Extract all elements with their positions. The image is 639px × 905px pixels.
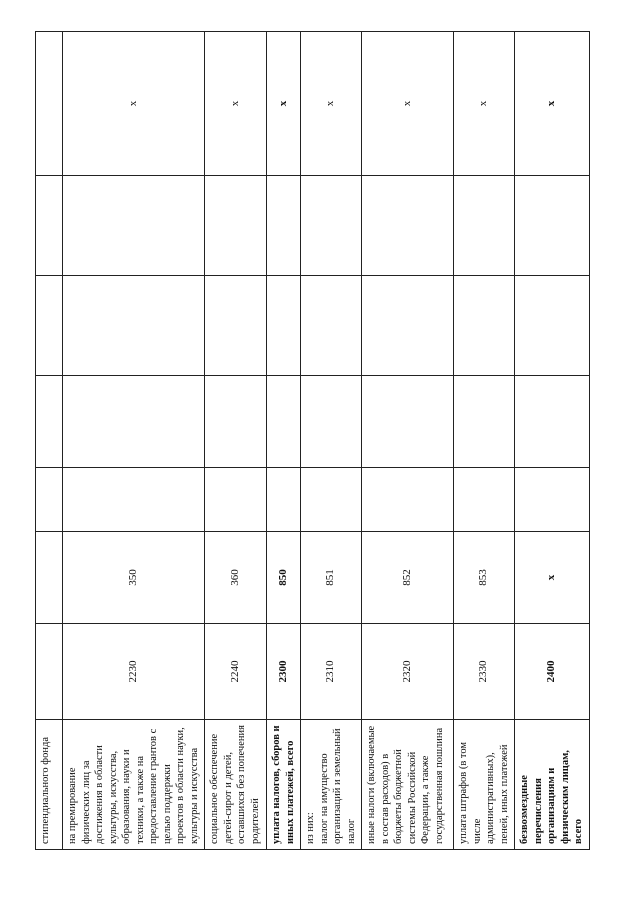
- row-kosgu: 850: [267, 532, 301, 624]
- empty-cell: [267, 468, 301, 532]
- empty-cell: [362, 376, 454, 468]
- empty-cell: [454, 468, 515, 532]
- expense-table: [35, 31, 590, 850]
- row-mark: x: [63, 32, 205, 176]
- row-kosgu: 350: [63, 532, 205, 624]
- table-row: [362, 32, 454, 850]
- empty-cell: [36, 176, 63, 276]
- empty-cell: [515, 468, 590, 532]
- empty-cell: [205, 376, 267, 468]
- empty-cell: [301, 468, 362, 532]
- empty-cell: [36, 468, 63, 532]
- row-label: из них: налог на имущество организаций и земельный налог: [301, 720, 362, 850]
- row-code: 2300: [267, 624, 301, 720]
- row-code: [36, 624, 63, 720]
- empty-cell: [205, 276, 267, 376]
- row-code: 2230: [63, 624, 205, 720]
- row-code: 2240: [205, 624, 267, 720]
- row-label: социальное обеспечение детей-сирот и детей, оставшихся без попечения родителей: [205, 720, 267, 850]
- row-label: стипендиального фонда: [36, 720, 63, 850]
- row-label: иные налоги (включаемые в состав расходов) в бюджеты бюджетной системы Российской Федерации, а также государственная пошлина: [362, 720, 454, 850]
- row-kosgu: x: [515, 532, 590, 624]
- empty-cell: [267, 376, 301, 468]
- row-mark: x: [454, 32, 515, 176]
- row-code: 2400: [515, 624, 590, 720]
- table-row: [205, 32, 267, 850]
- empty-cell: [454, 276, 515, 376]
- row-kosgu: 360: [205, 532, 267, 624]
- empty-cell: [205, 468, 267, 532]
- table-row: [301, 32, 362, 850]
- table-row: [454, 32, 515, 850]
- row-label: уплата налогов, сборов и иных платежей, всего: [267, 720, 301, 850]
- empty-cell: [454, 176, 515, 276]
- empty-cell: [362, 468, 454, 532]
- row-label: безвозмездные перечисления организациям и физическим лицам, всего: [515, 720, 590, 850]
- empty-cell: [301, 276, 362, 376]
- row-kosgu: 853: [454, 532, 515, 624]
- table-row: [515, 32, 590, 850]
- empty-cell: [515, 176, 590, 276]
- row-mark: x: [362, 32, 454, 176]
- empty-cell: [205, 176, 267, 276]
- empty-cell: [63, 468, 205, 532]
- row-label: на премирование физических лиц за достижения в области культуры, искусства, образования, науки и техники, а также на предоставление грантов с целью поддержки проектов в области науки, культуры и искусства: [63, 720, 205, 850]
- empty-cell: [63, 376, 205, 468]
- empty-cell: [301, 376, 362, 468]
- empty-cell: [63, 276, 205, 376]
- table-row: [63, 32, 205, 850]
- row-kosgu: 851: [301, 532, 362, 624]
- empty-cell: [301, 176, 362, 276]
- table-row: [36, 32, 63, 850]
- empty-cell: [515, 376, 590, 468]
- empty-cell: [267, 276, 301, 376]
- empty-cell: [36, 376, 63, 468]
- row-kosgu: [36, 532, 63, 624]
- empty-cell: [63, 176, 205, 276]
- row-code: 2320: [362, 624, 454, 720]
- empty-cell: [515, 276, 590, 376]
- row-code: 2330: [454, 624, 515, 720]
- empty-cell: [362, 276, 454, 376]
- empty-cell: [454, 376, 515, 468]
- row-mark: x: [205, 32, 267, 176]
- empty-cell: [362, 176, 454, 276]
- row-label: уплата штрафов (в том числе административных), пеней, иных платежей: [454, 720, 515, 850]
- table-row: [267, 32, 301, 850]
- row-kosgu: 852: [362, 532, 454, 624]
- row-mark: x: [515, 32, 590, 176]
- empty-cell: [36, 276, 63, 376]
- rotated-table-container: [35, 32, 584, 850]
- row-mark: x: [301, 32, 362, 176]
- row-code: 2310: [301, 624, 362, 720]
- row-mark: [36, 32, 63, 176]
- row-mark: x: [267, 32, 301, 176]
- empty-cell: [267, 176, 301, 276]
